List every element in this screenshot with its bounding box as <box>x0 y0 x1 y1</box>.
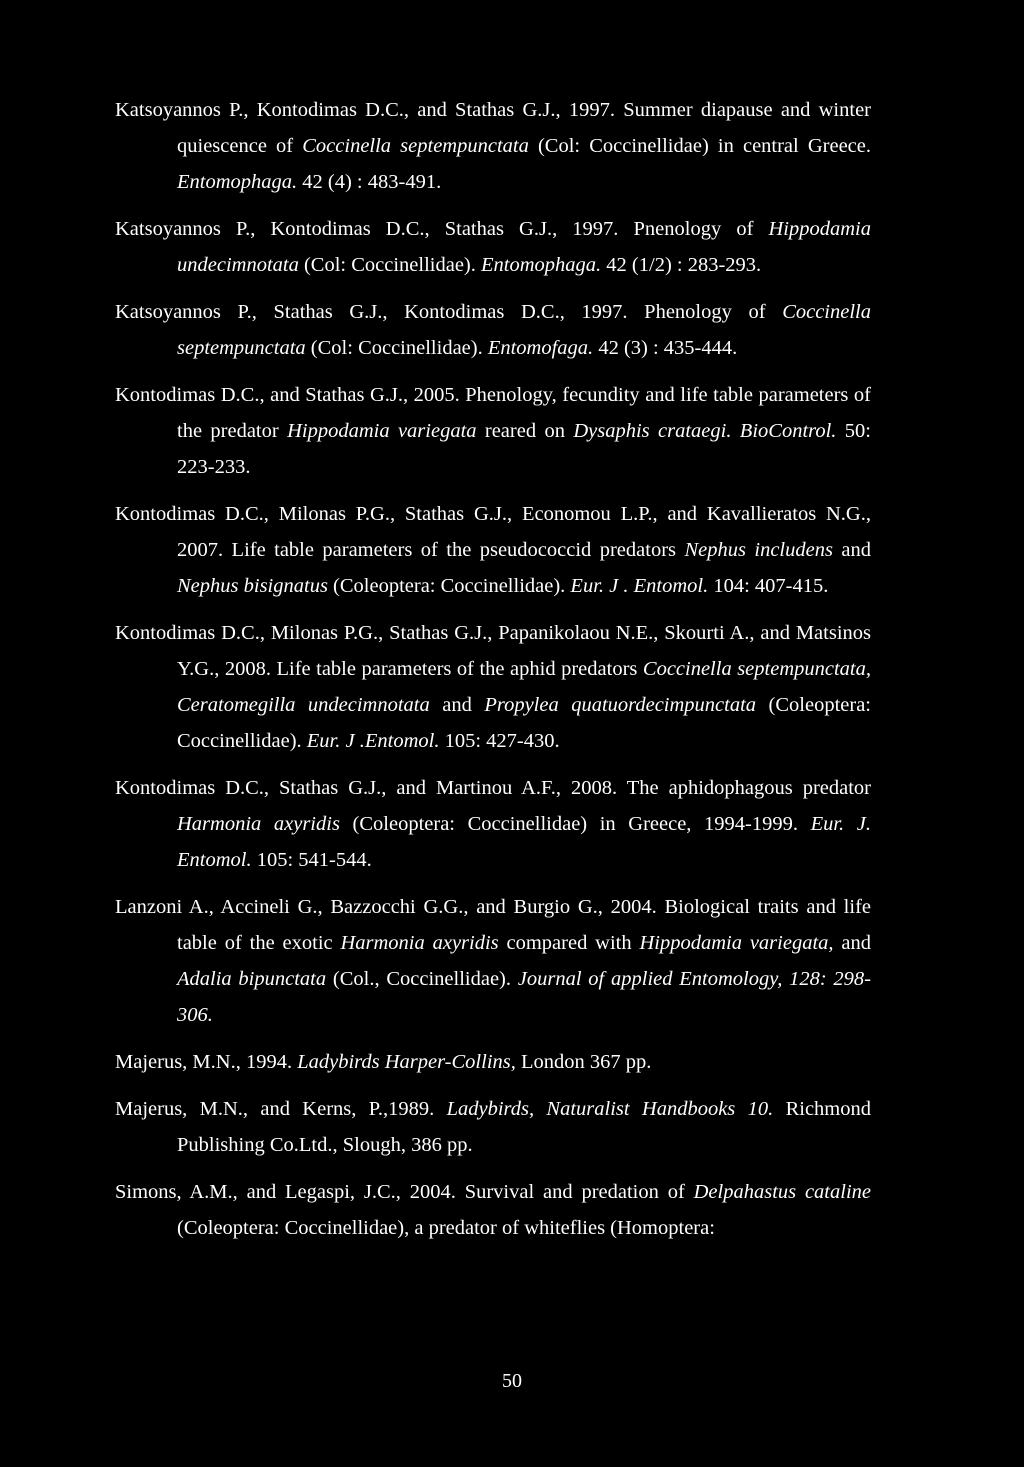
reference-text: reared on <box>476 420 574 442</box>
reference-text: 42 (4) : 483-491. <box>297 171 442 193</box>
page-number: 50 <box>502 1370 522 1392</box>
reference-text: (Coleoptera: Coccinellidae), a predator of whiteflies (Homoptera: <box>177 1217 715 1239</box>
reference-italic-text: Eur. J .Entomol. <box>306 730 440 752</box>
reference-text: Lanzoni A., Accineli G., Bazzocchi G.G., and Burgio G., 2004. Biological traits and life table of the exotic <box>115 896 871 954</box>
reference-italic-text: Eur. J . Entomol. <box>570 575 709 597</box>
reference-italic-text: Nephus bisignatus <box>177 575 328 597</box>
reference-text: 42 (1/2) : 283-293. <box>601 254 762 276</box>
reference-text: 42 (3) : 435-444. <box>593 337 738 359</box>
reference-italic-text: Adalia bipunctata <box>177 968 327 990</box>
reference-entry <box>115 1044 871 1080</box>
reference-italic-text: Coccinella septempunctata, Ceratomegilla undecimnotata <box>177 658 871 716</box>
reference-text: Majerus, M.N., 1994. <box>115 1051 298 1073</box>
reference-italic-text: Ladybirds, Naturalist Handbooks 10. <box>446 1098 774 1120</box>
reference-text: (Coleoptera: Coccinellidae) in Greece, 1994-1999. <box>339 813 811 835</box>
reference-italic-text: Entomophaga. <box>177 171 298 193</box>
reference-text: compared with <box>498 932 640 954</box>
reference-text: (Col., Coccinellidae). <box>326 968 518 990</box>
reference-entry <box>115 889 871 1033</box>
reference-text: 105: 427-430. <box>439 730 560 752</box>
reference-text: Simons, A.M., and Legaspi, J.C., 2004. Survival and predation of <box>115 1181 694 1203</box>
reference-italic-text: Coccinella septempunctata <box>302 135 529 157</box>
reference-text: Katsoyannos P., Stathas G.J., Kontodimas D.C., 1997. Phenology of <box>115 301 783 323</box>
reference-text: Richmond Publishing Co.Ltd., Slough, 386 pp. <box>177 1098 871 1156</box>
reference-italic-text: Propylea quatuordecimpunctata <box>484 694 757 716</box>
reference-italic-text: Dysaphis crataegi. BioControl. <box>573 420 837 442</box>
reference-text: Kontodimas D.C., and Stathas G.J., 2005. Phenology, fecundity and life table parameters of the predator <box>115 384 871 442</box>
reference-italic-text: Harmonia axyridis <box>177 813 340 835</box>
reference-list <box>115 92 871 1257</box>
reference-entry <box>115 496 871 604</box>
reference-text: Kontodimas D.C., Stathas G.J., and Martinou A.F., 2008. The aphidophagous predator <box>115 777 871 799</box>
reference-text: 105: 541-544. <box>251 849 372 871</box>
reference-text: London 367 pp. <box>515 1051 652 1073</box>
reference-entry <box>115 92 871 200</box>
reference-italic-text: Entomophaga. <box>481 254 602 276</box>
reference-italic-text: Entomofaga. <box>487 337 594 359</box>
reference-text: and <box>832 539 871 561</box>
reference-entry <box>115 615 871 759</box>
reference-text: (Coleoptera: Coccinellidae). <box>327 575 571 597</box>
reference-italic-text: Hippodamia variegata, <box>639 932 834 954</box>
reference-entry <box>115 211 871 283</box>
reference-text: (Col: Coccinellidae). <box>298 254 482 276</box>
reference-text: Majerus, M.N., and Kerns, P.,1989. <box>115 1098 447 1120</box>
reference-italic-text: Ladybirds Harper-Collins, <box>297 1051 516 1073</box>
reference-italic-text: Harmonia axyridis <box>340 932 499 954</box>
reference-text: Kontodimas D.C., Milonas P.G., Stathas G.J., Economou L.P., and Kavallieratos N.G., 2007. Life table parameters of the pseudococcid predators <box>115 503 871 561</box>
reference-text: (Col: Coccinellidae). <box>305 337 488 359</box>
reference-italic-text: Nephus includens <box>684 539 833 561</box>
reference-text: (Col: Coccinellidae) in central Greece. <box>528 135 872 157</box>
reference-entry <box>115 1091 871 1163</box>
reference-text: and <box>833 932 871 954</box>
reference-entry <box>115 770 871 878</box>
reference-text: Katsoyannos P., Kontodimas D.C., Stathas G.J., 1997. Pnenology of <box>115 218 769 240</box>
reference-italic-text: Hippodamia undecimnotata <box>177 218 871 276</box>
reference-italic-text: Eur. J. Entomol. <box>177 813 872 871</box>
reference-entry <box>115 377 871 485</box>
reference-italic-text: Coccinella septempunctata <box>177 301 871 359</box>
reference-text: 104: 407-415. <box>708 575 829 597</box>
reference-text: (Coleoptera: Coccinellidae). <box>177 694 871 752</box>
reference-entry <box>115 1174 871 1246</box>
reference-text: 50: 223-233. <box>177 420 871 478</box>
reference-italic-text: Delpahastus cataline <box>693 1181 871 1203</box>
reference-italic-text: Journal of applied Entomology, 128: 298-306. <box>177 968 871 1026</box>
reference-entry <box>115 294 871 366</box>
reference-text: Katsoyannos P., Kontodimas D.C., and Stathas G.J., 1997. Summer diapause and winter quiescence of <box>115 99 871 157</box>
reference-italic-text: Hippodamia variegata <box>287 420 477 442</box>
reference-text: and <box>429 694 485 716</box>
reference-text: Kontodimas D.C., Milonas P.G., Stathas G.J., Papanikolaou N.E., Skourti A., and Matsinos Y.G., 2008. Life table parameters of the aphid predators <box>115 622 871 680</box>
